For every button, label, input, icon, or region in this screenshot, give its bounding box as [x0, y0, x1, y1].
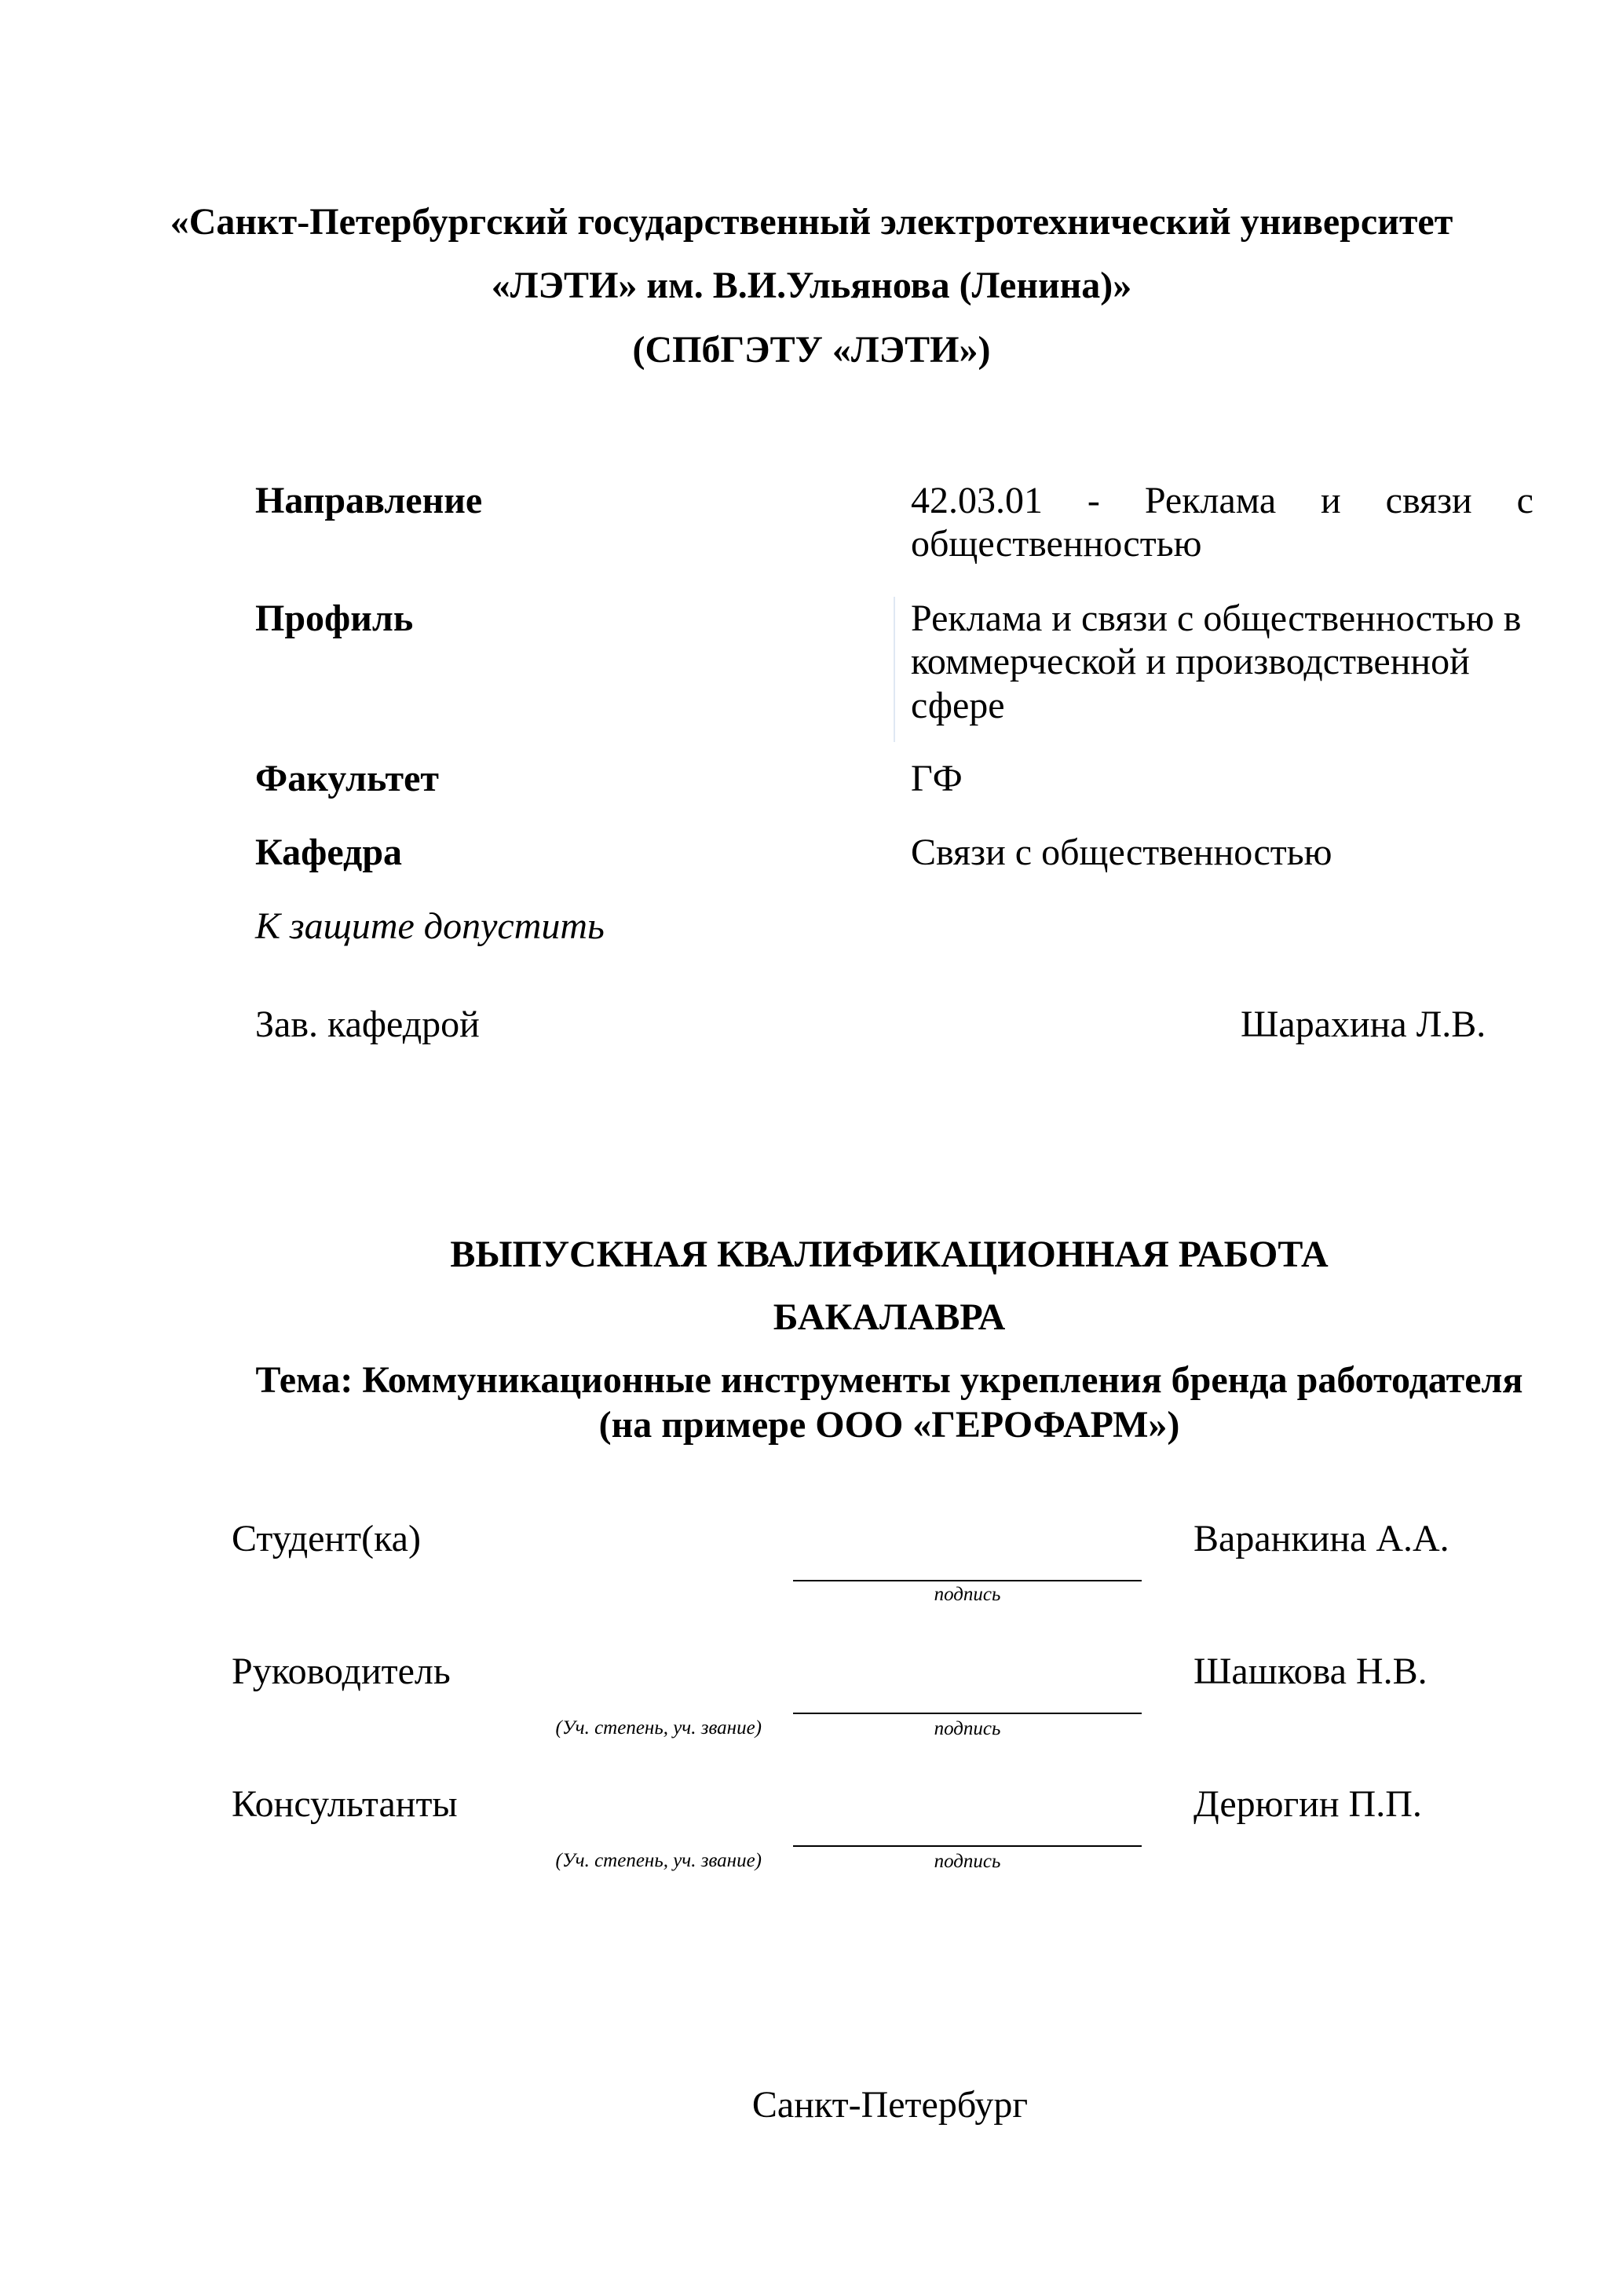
- direction-word: Реклама: [1144, 480, 1277, 521]
- thesis-title-line2: БАКАЛАВРА: [773, 1296, 1006, 1338]
- profile-value-line1: Реклама и связи с общественностью в: [911, 598, 1522, 639]
- thesis-title-line1: ВЫПУСКНАЯ КВАЛИФИКАЦИОННАЯ РАБОТА: [450, 1234, 1329, 1275]
- supervisor-name: Шашкова Н.В.: [1193, 1651, 1427, 1692]
- supervisor-signature-caption: подпись: [934, 1718, 1001, 1739]
- university-name-line1: «Санкт-Петербургский государственный электротехнический университет: [170, 201, 1453, 243]
- supervisor-label: Руководитель: [232, 1651, 451, 1692]
- university-abbreviation: (СПбГЭТУ «ЛЭТИ»): [632, 329, 991, 371]
- consultants-signature-line: [793, 1845, 1142, 1847]
- profile-value-line3: сфере: [911, 685, 1005, 726]
- direction-word: связи: [1385, 480, 1472, 521]
- department-value: Связи с общественностью: [911, 832, 1332, 873]
- head-of-department-name: Шарахина Л.В.: [1241, 1004, 1486, 1045]
- university-name-line2: «ЛЭТИ» им. В.И.Ульянова (Ленина)»: [491, 265, 1132, 306]
- thesis-topic-line1: Тема: Коммуникационные инструменты укрепления бренда работодателя: [255, 1359, 1523, 1401]
- consultants-degree-caption: (Уч. степень, уч. звание): [555, 1850, 762, 1871]
- consultants-label: Консультанты: [232, 1783, 458, 1825]
- consultants-name: Дерюгин П.П.: [1193, 1783, 1422, 1825]
- thesis-topic-line2: (на примере ООО «ГЕРОФАРМ»): [598, 1404, 1180, 1446]
- consultants-signature-caption: подпись: [934, 1851, 1001, 1872]
- student-signature-caption: подпись: [934, 1584, 1001, 1605]
- direction-value-line1: [911, 479, 1533, 523]
- student-label: Студент(ка): [232, 1518, 421, 1559]
- direction-word: с: [1516, 480, 1533, 521]
- student-signature-line: [793, 1580, 1142, 1581]
- direction-code: 42.03.01: [911, 480, 1043, 521]
- supervisor-signature-line: [793, 1713, 1142, 1714]
- head-of-department-label: Зав. кафедрой: [255, 1004, 480, 1045]
- student-name: Варанкина А.А.: [1193, 1518, 1449, 1559]
- supervisor-degree-caption: (Уч. степень, уч. звание): [555, 1717, 762, 1738]
- admit-to-defense-text: К защите допустить: [255, 905, 605, 947]
- city: Санкт-Петербург: [751, 2084, 1029, 2126]
- profile-vertical-marker: [894, 597, 895, 742]
- direction-value-line2: общественностью: [911, 523, 1202, 565]
- department-label: Кафедра: [255, 832, 403, 873]
- direction-label: Направление: [255, 480, 483, 521]
- faculty-label: Факультет: [255, 758, 439, 799]
- profile-value-line2: коммерческой и производственной: [911, 641, 1470, 682]
- direction-word: и: [1321, 480, 1341, 521]
- faculty-value: ГФ: [911, 758, 963, 799]
- direction-dash: -: [1087, 480, 1100, 521]
- profile-label: Профиль: [255, 598, 414, 639]
